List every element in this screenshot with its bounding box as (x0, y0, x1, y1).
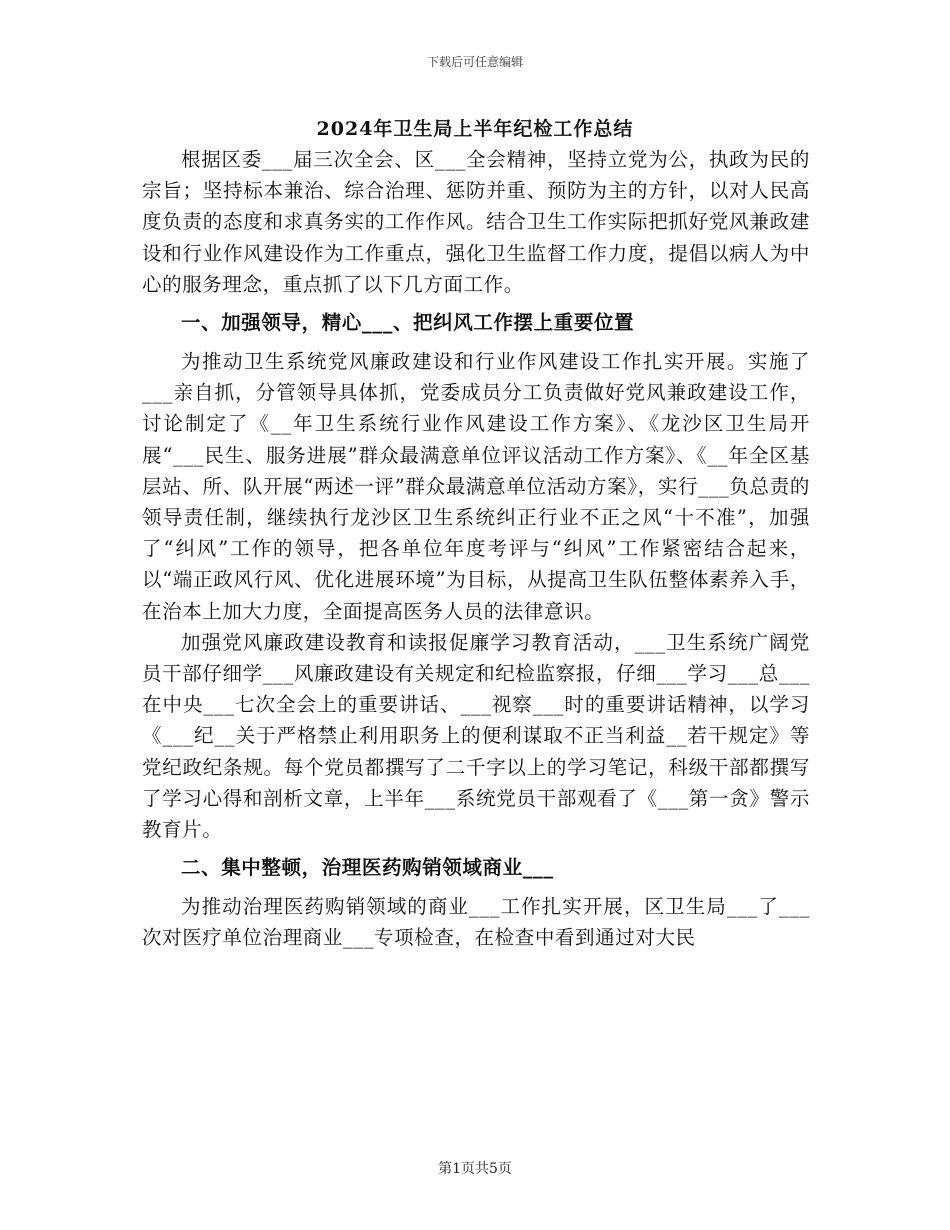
document-title: 2024年卫生局上半年纪检工作总结 (316, 118, 634, 140)
page-number: 第1页共5页 (438, 1161, 512, 1177)
header-note: 下载后可任意编辑 (426, 55, 523, 69)
section-heading-1: 一、加强领导，精心___、把纠风工作摆上重要位置 (181, 311, 635, 335)
body-paragraph: 为推动卫生系统党风廉政建设和行业作风建设工作扎实开展。实施了___亲自抓，分管领导具体抓，党委成员分工负责做好党风兼政建设工作，讨论制定了《__年卫生系统行业作风建设工作方案》、《龙沙区卫生局开展“___民生、服务进展”群众最满意单位评议活动工作方案》、《__年全区基层站、所、队开展“两述一评”群众最满意单位活动方案》，实行___负总责的领导责任制，继续执行龙沙区卫生系统纠正行业不正之风“十不准”，加强了“纠风”工作的领导，把各单位年度考评与“纠风”工作紧密结合起来，以“端正政风行风、优化进展环境”为目标，从提高卫生队伍整体素养入手，在治本上加大力度，全面提高医务人员的法律意识。 (142, 350, 810, 623)
section-heading-2: 二、集中整顿，治理医药购销领域商业___ (181, 856, 554, 880)
intro-paragraph: 根据区委___届三次全会、区___全会精神，坚持立党为公，执政为民的宗旨；坚持标本兼治、综合治理、惩防并重、预防为主的方针，以对人民高度负责的态度和求真务实的工作作风。结合卫生工作实际把抓好党风兼政建设和行业作风建设作为工作重点，强化卫生监督工作力度，提倡以病人为中心的服务理念，重点抓了以下几方面工作。 (142, 148, 810, 296)
body-paragraph: 为推动治理医药购销领域的商业___工作扎实开展，区卫生局___了___次对医疗单位治理商业___专项检查，在检查中看到通过对大民 (142, 895, 810, 950)
document-body (142, 144, 810, 954)
body-paragraph: 加强党风廉政建设教育和读报促廉学习教育活动，___卫生系统广阔党员干部仔细学___风廉政建设有关规定和纪检监察报，仔细___学习___总___在中央___七次全会上的重要讲话、___视察___时的重要讲话精神，以学习《___纪__关于严格禁止利用职务上的便利谋取不正当利益__若干规定》等党纪政纪条规。每个党员都撰写了二千字以上的学习笔记，科级干部都撰写了学习心得和剖析文章，上半年___系统党员干部观看了《___第一贪》警示教育片。 (142, 630, 810, 842)
